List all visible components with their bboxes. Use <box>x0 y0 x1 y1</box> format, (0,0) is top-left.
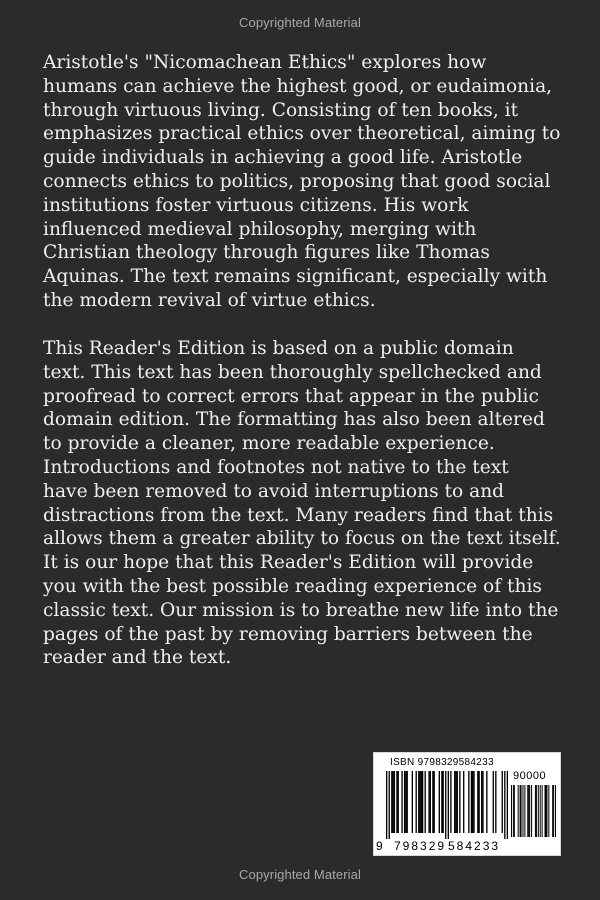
barcode-bar <box>493 771 494 833</box>
barcode-bar <box>432 771 433 833</box>
blurb-line: classic text. Our mission is to breathe new life into the <box>43 599 559 621</box>
isbn-digit-first: 9 <box>376 839 383 853</box>
barcode-bar <box>404 771 405 833</box>
blurb-line: have been removed to avoid interruptions to and <box>43 480 505 502</box>
barcode-bar <box>459 771 460 833</box>
barcode-bar <box>522 785 523 837</box>
barcode-bar <box>457 771 458 833</box>
blurb-paragraph-1 <box>43 51 563 313</box>
blurb-line: you with the best possible reading experience of this <box>43 575 542 597</box>
blurb-line: pages of the past by removing barriers between the <box>43 623 533 645</box>
barcode-bar <box>463 771 464 833</box>
barcode-bar <box>455 771 456 833</box>
barcode-bar <box>425 771 426 833</box>
barcode-bar <box>552 785 553 837</box>
barcode-bar <box>540 785 541 837</box>
barcode-bar <box>391 771 392 833</box>
barcode-bar <box>514 785 515 837</box>
barcode-bar <box>422 771 423 833</box>
blurb-line: emphasizes practical ethics over theoretical, aiming to <box>43 123 561 145</box>
barcode-bar <box>445 771 446 839</box>
barcode-bar <box>502 771 503 833</box>
barcode-bar <box>546 785 547 837</box>
barcode-bar <box>511 785 512 837</box>
barcode-bar <box>398 771 399 833</box>
barcode-bar <box>548 785 549 837</box>
barcode-bar <box>454 771 455 833</box>
isbn-digits-right: 584233 <box>448 839 501 853</box>
barcode-bar <box>416 771 417 833</box>
blurb-line: to provide a cleaner, more readable experience. <box>43 433 495 455</box>
price-code: 90000 <box>513 770 547 782</box>
barcode-bar <box>401 771 402 833</box>
blurb-line: Christian theology through figures like Thomas <box>43 242 490 264</box>
barcode-bar <box>441 771 442 833</box>
barcode-bar <box>386 771 387 839</box>
blurb-line: text. This text has been thoroughly spellchecked and <box>43 361 542 383</box>
barcode-bar <box>412 771 413 833</box>
barcode-bar <box>392 771 393 833</box>
barcode-bar <box>450 771 451 833</box>
barcode-bar <box>473 771 474 833</box>
copyright-watermark-bottom: Copyrighted Material <box>239 867 361 882</box>
barcode-bar <box>407 771 408 833</box>
barcode-bar <box>419 771 420 833</box>
barcode-bar <box>521 785 522 837</box>
barcode-bar <box>434 771 435 833</box>
barcode-bar <box>528 785 529 837</box>
barcode-bar <box>477 771 478 833</box>
blurb-line: reader and the text. <box>43 647 232 669</box>
barcode-bar <box>524 785 525 837</box>
barcode-bar <box>389 771 390 839</box>
blurb-line: influenced medieval philosophy, merging with <box>43 218 477 240</box>
blurb-line: the modern revival of virtue ethics. <box>43 289 376 311</box>
barcode-bar <box>545 785 546 837</box>
copyright-watermark-top: Copyrighted Material <box>239 15 361 30</box>
isbn-digits-left: 798329 <box>394 839 447 853</box>
barcode-bar <box>481 771 482 833</box>
blurb-line: Aristotle's "Nicomachean Ethics" explores how <box>43 52 487 73</box>
blurb-line: proofread to correct errors that appear in the public <box>43 385 539 407</box>
blurb-paragraph-2 <box>43 337 563 670</box>
barcode-bar <box>495 771 496 833</box>
barcode-bar <box>529 785 530 837</box>
barcode-bar <box>405 771 406 833</box>
blurb-line: domain edition. The formatting has also been altered <box>43 409 545 431</box>
addon-barcode-bars <box>510 785 556 837</box>
barcode-bar <box>555 785 556 837</box>
barcode-bar <box>518 785 519 837</box>
blurb-line: Aquinas. The text remains significant, especially with <box>43 266 548 288</box>
barcode-bar <box>482 771 483 833</box>
barcode-bar <box>527 785 528 837</box>
blurb-line: humans can achieve the highest good, or eudaimonia, <box>43 75 553 97</box>
blurb-line: distractions from the text. Many readers find that this <box>43 504 554 526</box>
barcode-bar <box>394 771 395 833</box>
isbn-barcode <box>373 752 561 856</box>
barcode-bar <box>478 771 479 833</box>
barcode-bar <box>428 771 429 833</box>
blurb-line: connects ethics to politics, proposing that good social <box>43 170 551 192</box>
barcode-bar <box>443 771 444 833</box>
barcode-bar <box>535 785 536 837</box>
blurb-line: This Reader's Edition is based on a public domain <box>43 338 514 359</box>
blurb-line: It is our hope that this Reader's Edition will provide <box>43 552 534 574</box>
blurb-line: Introductions and footnotes not native to the text <box>43 456 509 478</box>
isbn-label: ISBN 9798329584233 <box>390 757 494 768</box>
barcode-bar <box>504 771 505 839</box>
barcode-bar <box>448 771 449 839</box>
barcode-bar <box>542 785 543 837</box>
barcode-bar <box>472 771 473 833</box>
blurb-line: guide individuals in achieving a good life. Aristotle <box>43 147 523 169</box>
barcode-bar <box>536 785 537 837</box>
barcode-bar <box>545 785 546 837</box>
barcode-bar <box>507 771 508 839</box>
barcode-bar <box>538 785 539 837</box>
barcode-bar <box>531 785 532 837</box>
barcode-bar <box>418 771 419 833</box>
barcode-bar <box>468 771 469 833</box>
blurb-line: institutions foster virtuous citizens. His work <box>43 194 469 216</box>
blurb-line: allows them a greater ability to focus on the text itself. <box>43 528 561 550</box>
barcode-bar <box>513 785 514 837</box>
barcode-bar <box>486 771 487 833</box>
barcode-bar <box>430 771 431 833</box>
ean-barcode-bars <box>386 771 508 839</box>
blurb-line: through virtuous living. Consisting of ten books, it <box>43 99 519 121</box>
barcode-bar <box>396 771 397 833</box>
barcode-bar <box>439 771 440 833</box>
barcode-bar <box>421 771 422 833</box>
barcode-bar <box>553 785 554 837</box>
barcode-bar <box>471 771 472 833</box>
barcode-bar <box>520 785 521 837</box>
